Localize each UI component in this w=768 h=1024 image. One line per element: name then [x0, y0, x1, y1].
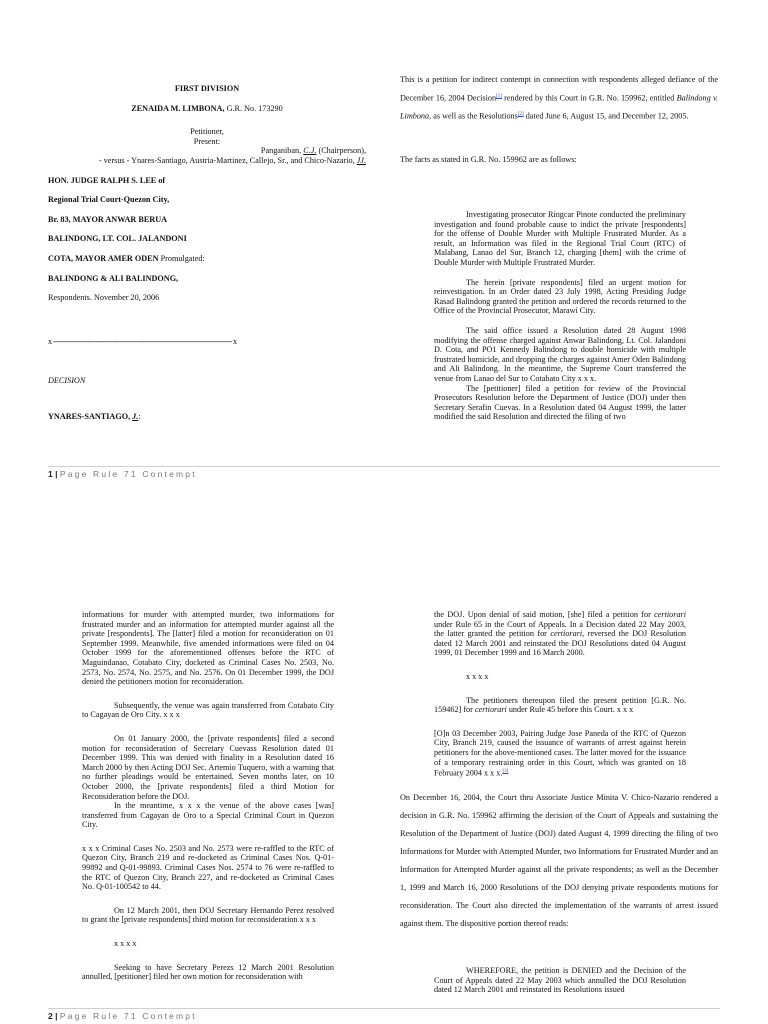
- right-paragraph-5: WHEREFORE, the petition is DENIED and the Decision of the Court of Appeals dated 22 May 2003 which annulled the DOJ Resolution dated 12 March 2001 and reinstated its Resolutions issued: [434, 966, 686, 995]
- left-paragraph-2: Subsequently, the venue was again transferred from Cotabato City to Cagayan de Oro City. x x x: [82, 700, 334, 720]
- respondent-line-1: HON. JUDGE RALPH S. LEE of: [48, 175, 166, 185]
- panel-line-1: [48, 146, 366, 156]
- ponente-j: J.: [132, 411, 139, 421]
- intro-text-a: This is a petition for indirect contempt in connection with respondents alleged defiance of the December 16, 2004 Decision: [400, 75, 718, 103]
- right-paragraph-4: On December 16, 2004, the Court thru Associate Justice Minita V. Chico-Nazario rendered a decision in G.R. No. 159962 affirming the decision of the Court of Appeals and sustaining the Resolution of the Department of Justice (DOJ) dated August 4, 1999 directing the filing of two Informations for Murder with Attempted Murder, two Informations for Frustrated Murder and an Information for Attempted Murder against all the private respondents; as well as the December 1, 1999 and March 16, 2000 Resolutions of the DOJ denying private respondents motions for reconsideration. The Court also directed the implementation of the warrants of arrest issued against them. The dispositive portion thereof reads:: [400, 793, 718, 928]
- ponente-name: YNARES-SANTIAGO,: [48, 411, 133, 421]
- left-paragraph-6: On 12 March 2001, then DOJ Secretary Hernando Perez resolved to grant the [private respondents] third motion for reconsideration x x x: [82, 905, 334, 925]
- facts-intro: The facts as stated in G.R. No. 159962 are as follows:: [400, 154, 577, 164]
- footnote-link-2[interactable]: [2]: [517, 111, 524, 117]
- intro-text-d: dated June 6, August 15, and December 12, 2005.: [523, 111, 689, 121]
- case-caption: [48, 104, 366, 114]
- r1-certiorari-2: certiorari: [550, 629, 583, 639]
- page-number: 1: [48, 469, 53, 479]
- panel-cj: C.J.: [303, 146, 317, 156]
- left-paragraph-4: In the meantime, x x x the venue of the above cases [was] transferred from Cagayan de Oro to a Special Criminal Court in Quezon City.: [82, 801, 334, 830]
- petitioner-label: Petitioner,: [190, 127, 224, 137]
- panel-chairperson: (Chairperson),: [316, 146, 366, 156]
- page1-left-column: [48, 84, 366, 422]
- footnote-link-1[interactable]: [1]: [496, 93, 502, 99]
- gr-number: G.R. No. 173290: [224, 103, 283, 113]
- intro-paragraph: [400, 72, 718, 125]
- page2-footer: [48, 1008, 720, 1021]
- r1-text-a: the DOJ. Upon denial of said motion, [she] filed a petition for: [434, 610, 655, 619]
- quote-paragraph-4: The [petitioner] filed a petition for review of the Provincial Prosecutors Resolution before the Department of Justice (DOJ) under then Secretary Serafin Cuevas. In a Resolution dated 04 August 1999, the latter modified the said Resolution and directed the filing of two: [434, 383, 686, 422]
- ponente-colon: :: [138, 411, 141, 421]
- respondent-line-3: Br. 83, MAYOR ANWAR BERUA: [48, 214, 168, 224]
- respondent-line-5-name: COTA, MAYOR AMER ODEN: [48, 253, 159, 263]
- page2-right-quote-a: [434, 610, 686, 778]
- page1-quoted-facts: [434, 210, 686, 422]
- page2-right-body: [400, 789, 718, 933]
- decision-heading: DECISION: [48, 376, 86, 386]
- left-paragraph-1: informations for murder with attempted murder, two informations for frustrated murder and an information for attempted murder against all the private [respondents]. The [latter] filed a motion for reconsideration on 01 September 1999. Meanwhile, five amended informations were filed on 04 October 1999 for the aforementioned offenses before the RTC of Maguindanao, Cotabato City, docketed as Criminal Cases No. 2503, No. 2573, No. 2574, No. 2575, and No. 2576. On 01 December 1999, the DOJ denied the petitioners motion for reconsideration.: [82, 610, 334, 687]
- intro-text-b: rendered by this Court in G.R. No. 159962, entitled: [501, 93, 677, 103]
- division-heading: FIRST DIVISION: [174, 84, 240, 93]
- intro-text-c: , as well as the Resolutions: [429, 111, 518, 121]
- page2-left-column: [82, 610, 334, 982]
- document-page-2: [0, 512, 768, 1024]
- r2-certiorari: certiorari: [474, 705, 507, 715]
- right-paragraph-2: [434, 696, 686, 715]
- page1-footer: [48, 466, 720, 479]
- left-ellipsis: x x x x: [114, 939, 137, 949]
- footnote-link-3[interactable]: [3]: [502, 769, 509, 775]
- present-label: Present:: [193, 136, 221, 146]
- quote-paragraph-2: The herein [private respondents] filed an urgent motion for reinvestigation. In an Order dated 23 July 1998, Acting Presiding Judge Rasad Balindong granted the petition and ordered the records returned to the Office of the Provincial Prosecutor, Marawi City.: [434, 277, 686, 316]
- ponente-line: [48, 412, 366, 422]
- left-paragraph-3: On 01 January 2000, the [private respondents] filed a second motion for reconsideration of Secretary Cuevass Resolution dated 01 December 1999. This was denied with finality in a Resolution dated 16 March 2000 by then Acting DOJ Sec. Artemio Tuquero, with a warning that no further pleadings would be entertained. Seven months later, on 10 October 2000, the [private respondents] filed a third Motion for Reconsideration before the DOJ.: [82, 733, 334, 801]
- panel-chair: Panganiban,: [260, 146, 304, 156]
- left-paragraph-5: x x x Criminal Cases No. 2503 and No. 2573 were re-raffled to the RTC of Quezon City, Branch 219 and re-docketed as Criminal Cases Nos. Q-01-99892 and Q-01-99893. Criminal Cases Nos. 2574 to 76 were re-raffled to the RTC of Quezon City, Branch 227, and re-docketed as Criminal Cases No. Q-01-100542 to 44.: [82, 843, 334, 892]
- footer-text: Page Rule 71 Contempt: [59, 469, 197, 479]
- left-paragraph-7: Seeking to have Secretary Perezs 12 March 2001 Resolution annulled, [petitioner] filed her own motion for reconsideration with: [82, 962, 334, 982]
- promulgated-label: Promulgated:: [158, 253, 205, 263]
- respondent-line-2: Regional Trial Court-Quezon City,: [48, 195, 170, 205]
- page1-right-column: [400, 72, 718, 165]
- page-number: 2: [48, 1011, 53, 1021]
- quote-paragraph-3: The said office issued a Resolution dated 28 August 1998 modifying the offense charged against Anwar Balindong, Lt. Col. Jalandoni D. Cota, and PO1 Kennedy Balindong to double homicide with multiple frustrated homicide, and dropping the charges against Amer Oden Balindong and Ali Balindong. In the meantime, the Supreme Court transferred the venue from Lanao del Sur to Cotabato City x x x.: [434, 325, 686, 383]
- respondent-line-6: BALINDONG & ALI BALINDONG,: [48, 273, 179, 283]
- respondent-line-4: BALINDONG, LT. COL. JALANDONI: [48, 234, 187, 244]
- separator-line: x ------------------------------------------------------------------------------------ x: [48, 336, 237, 346]
- panel-jj: JJ.: [356, 155, 366, 165]
- r2-text-b: under Rule 45 before this Court. x x x: [506, 705, 634, 715]
- right-ellipsis: x x x x: [466, 671, 489, 681]
- right-paragraph-1: [434, 610, 686, 658]
- quote-paragraph-1: Investigating prosecutor Ringcar Pinote conducted the preliminary investigation and found probable cause to indict the private [respondents] for the offense of Double Murder with Multiple Frustrated Murder. As a result, an Information was filed in the Regional Trial Court (RTC) of Malabang, Lanao del Sur, Branch 12, charging [them] with the crime of Double Murder with Multiple Frustrated Murder.: [434, 210, 686, 267]
- r2-text-a: The petitioners thereupon filed the present petition [G.R. No. 159462] for: [434, 695, 686, 715]
- panel-line-2: [48, 156, 366, 166]
- respondents-date: Respondents. November 20, 2006: [48, 293, 160, 303]
- footer-bar: |: [52, 469, 60, 479]
- footer-bar: |: [52, 1011, 60, 1021]
- r1-text-c: , reversed the DOJ Resolution dated 12 March 2001 and reinstated the DOJ Resolutions dated 04 August 1999, 01 December 1999 and 16 March 2000.: [434, 629, 687, 658]
- r1-text-b: under Rule 65 in the Court of Appeals. In a Decision dated 22 May 2003, the latter granted the petition for: [434, 619, 686, 639]
- intro-case-title: Balindong v. Limbona: [400, 93, 719, 121]
- right-paragraph-3: [434, 729, 686, 779]
- document-page-1: [0, 0, 768, 490]
- respondent-line-5: [48, 254, 366, 264]
- petitioner-name: ZENAIDA M. LIMBONA,: [131, 103, 225, 113]
- footer-text: Page Rule 71 Contempt: [59, 1011, 197, 1021]
- r1-certiorari: certiorari: [654, 610, 686, 619]
- page2-right-quote-b: [434, 966, 686, 995]
- panel-members: - versus - Ynares-Santiago, Austria-Martinez, Callejo, Sr., and Chico-Nazario,: [98, 155, 357, 165]
- r3-text: [O]n 03 December 2003, Pairing Judge Jose Paneda of the RTC of Quezon City, Branch 219, caused the issuance of warrants of arrest against herein petitioners for the above-mentioned cases. The latter moved for the issuance of a temporary restraining order in this Court, which was granted on 18 February 2004 x x x.: [434, 728, 686, 778]
